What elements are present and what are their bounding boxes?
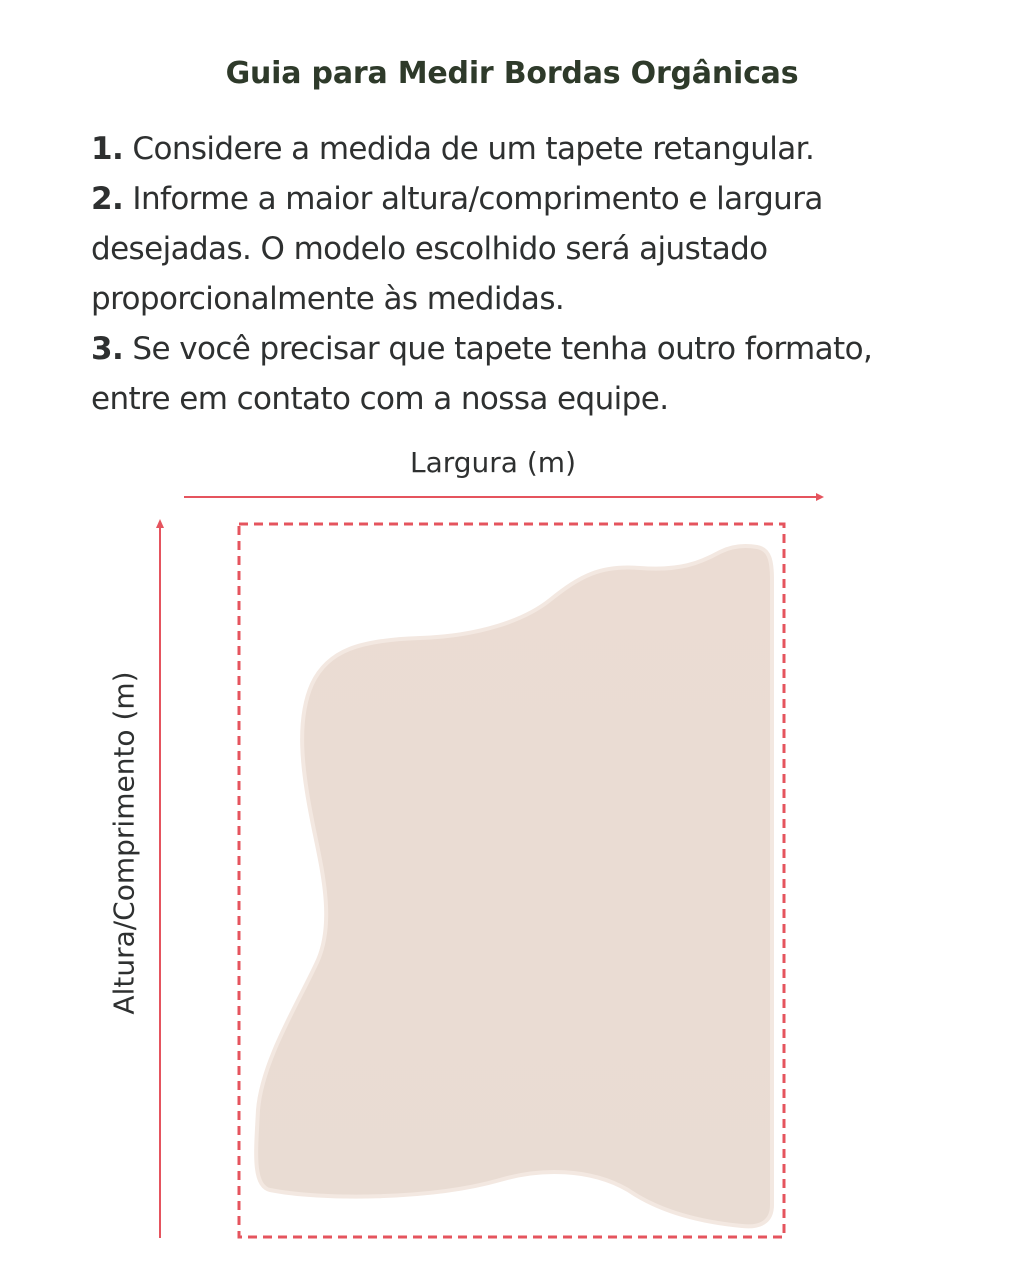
step-number: 2. — [91, 181, 124, 217]
step-number: 3. — [91, 331, 124, 367]
step-text: Considere a medida de um tapete retangular. — [123, 131, 815, 167]
page-title: Guia para Medir Bordas Orgânicas — [225, 56, 799, 91]
step-number: 1. — [91, 131, 124, 167]
width-arrow — [184, 493, 824, 501]
step-text: Se você precisar que tapete tenha outro formato, entre em contato com a nossa equipe. — [91, 331, 873, 417]
step-text: Informe a maior altura/comprimento e largura desejadas. O modelo escolhido será ajustado proporcionalmente às medidas. — [91, 181, 823, 317]
organic-rug-shape — [256, 546, 772, 1226]
width-label: Largura (m) — [410, 446, 576, 479]
height-arrow — [156, 519, 164, 1238]
height-label: Altura/Comprimento (m) — [107, 671, 141, 1015]
